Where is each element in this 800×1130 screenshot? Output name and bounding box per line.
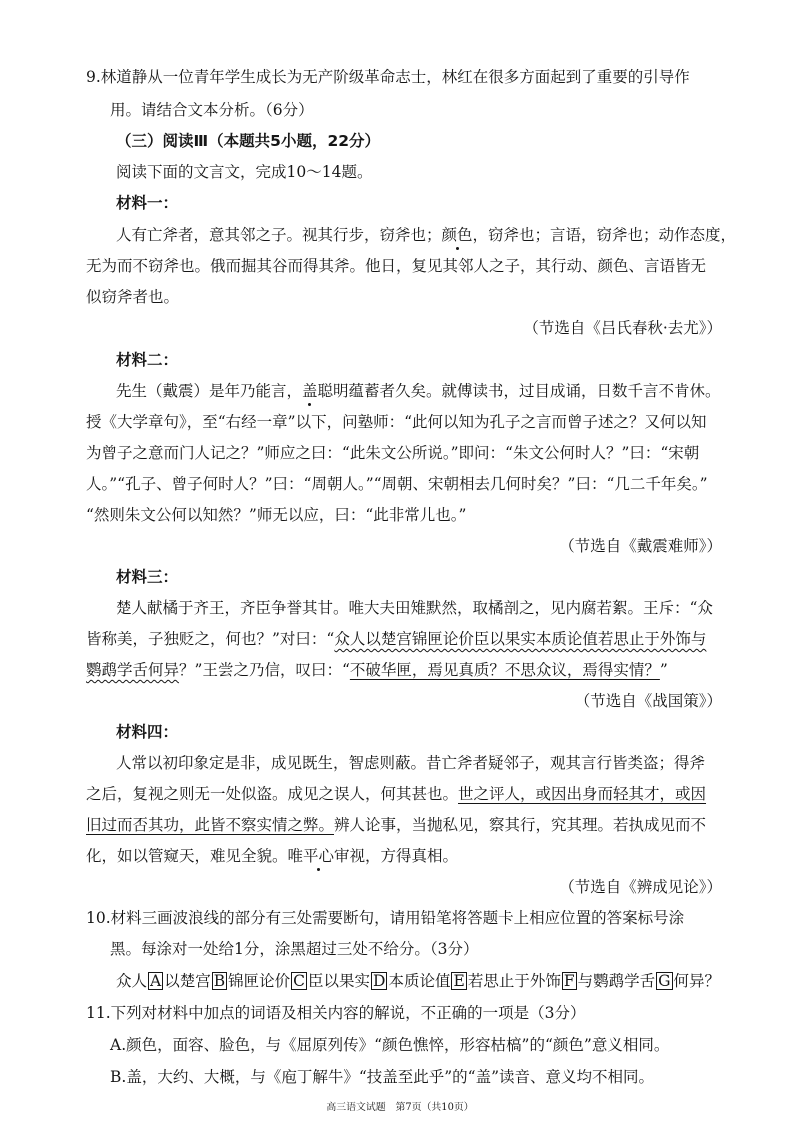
text-run: 何异？ — [673, 972, 721, 990]
text-run: 聪明蕴蓄者久矣。就傅读书，过目成诵，日数千言不肯休。 — [317, 382, 721, 400]
wavy-underlined-text: 众人以楚宫锦匣论价臣以果实本质论值若思止于外饰与 — [334, 630, 707, 648]
material-3-line-2 — [86, 629, 706, 649]
material-2-line-3: 为曾子之意而门人记之？”师应之曰：“此朱文公所说。”即问：“朱文公何时人？”曰：“宋朝 — [86, 444, 700, 462]
q9-line-2: 用。请结合文本分析。（6分） — [110, 101, 314, 119]
q10-line-1: 10.材料三画波浪线的部分有三处需要断句，请用铅笔将答题卡上相应位置的答案标号涂 — [86, 909, 685, 927]
answer-option-F[interactable]: F — [563, 972, 575, 990]
material-2-line-2: 授《大学章句》，至“右经一章”以下，问塾师：“此何以知为孔子之言而曾子述之？又何以知 — [86, 413, 707, 431]
material-2-line-4: 人。”“孔子、曾子何时人？”曰：“周朝人。”“周朝、宋朝相去几何时矣？”曰：“几二千年矣。” — [86, 475, 708, 493]
text-run: ？”王尝之乃信，叹曰：“ — [179, 661, 350, 679]
text-run: ” — [659, 661, 668, 679]
q10-line-2: 黑。每涂对一处给1分，涂黑超过三处不给分。（3分） — [110, 940, 479, 958]
text-run: 之后，复视之则无一处似盗。成见之误人，何其甚也。 — [86, 785, 459, 803]
text-run: 化，如以管窥天，难见全貌。唯 — [86, 847, 304, 865]
material-4-line-2 — [86, 784, 706, 804]
underlined-text: 世之评人，或因出身而轻其才，或因 — [458, 785, 707, 803]
material-1-line-2: 无为而不窃斧也。俄而掘其谷而得其斧。他日，复见其邻人之子，其行动、颜色、言语皆无 — [86, 257, 707, 275]
underlined-text: 不破华匣，焉见真质？不思众议，焉得实情？ — [349, 661, 660, 679]
material-1-source: （节选自《吕氏春秋·去尤》） — [523, 319, 722, 337]
material-1-title: 材料一： — [116, 194, 179, 212]
wavy-underlined-text: 鹦鹉学舌何异 — [86, 661, 180, 679]
text-run: 辨人论事，当抛私见，察其行，究其理。若执成见而不 — [334, 816, 707, 834]
section-heading: （三）阅读Ⅲ（本题共5小题，22分） — [116, 132, 381, 150]
q10-sentence-breaks — [116, 971, 720, 991]
text-run: 若思止于外饰 — [467, 972, 561, 990]
material-3-line-3 — [86, 660, 668, 680]
material-4-line-3 — [86, 815, 706, 835]
text-run: ，窃斧也；言语，窃斧也；动作态度， — [472, 226, 737, 244]
underlined-text: 旧过而否其功，此皆不察实情之弊。 — [86, 816, 335, 834]
q11-stem: 11.下列对材料中加点的词语及相关内容的解说，不正确的一项是（3分） — [86, 1004, 586, 1022]
section-instruction: 阅读下面的文言文，完成10～14题。 — [116, 163, 373, 181]
text-run: 臣以果实 — [308, 972, 371, 990]
material-3-line-1: 楚人献橘于齐王，齐臣争誉其甘。唯大夫田雉默然，取橘剖之，见内腐若絮。王斥：“众 — [116, 599, 713, 617]
material-3-source: （节选自《战国策》） — [574, 692, 722, 710]
text-run: 审视，方得真相。 — [334, 847, 459, 865]
material-4-line-4 — [86, 846, 458, 866]
page-footer: 高三语文试题 第7页（共10页） — [326, 1102, 474, 1113]
text-run: 人有亡斧者，意其邻之子。视其行步，窃斧也； — [116, 226, 442, 244]
material-4-line-1: 人常以初印象定是非，成见既生，智虑则蔽。昔亡斧者疑邻子，观其言行皆类盗；得斧 — [116, 754, 706, 772]
text-run: 本质论值 — [388, 972, 451, 990]
material-4-title: 材料四： — [116, 723, 179, 741]
dotted-word: 平心 — [303, 847, 335, 865]
material-4-source: （节选自《辨成见论》） — [559, 878, 722, 896]
q9-line-1: 9.林道静从一位青年学生成长为无产阶级革命志士，林红在很多方面起到了重要的引导作 — [86, 68, 690, 86]
q11-option-a: A.颜色，面容、脸色，与《屈原列传》“颜色憔悴，形容枯槁”的“颜色”意义相同。 — [110, 1036, 670, 1054]
answer-option-E[interactable]: E — [453, 972, 465, 990]
material-2-line-1 — [116, 381, 721, 401]
dotted-word: 盖 — [302, 382, 318, 400]
text-run: 众人 — [116, 972, 148, 990]
material-3-title: 材料三： — [116, 568, 179, 586]
material-2-title: 材料二： — [116, 351, 179, 369]
material-1-line-1 — [116, 225, 736, 245]
q11-option-b: B.盖，大约、大概，与《庖丁解牛》“技盖至此乎”的“盖”读音、意义均不相同。 — [110, 1068, 655, 1086]
answer-option-B[interactable]: B — [213, 972, 226, 990]
dotted-word: 颜色 — [441, 226, 473, 244]
material-2-source: （节选自《戴震难师》） — [559, 537, 722, 555]
text-run: 与鹦鹉学舌 — [577, 972, 656, 990]
material-1-line-3: 似窃斧者也。 — [86, 288, 180, 306]
answer-option-D[interactable]: D — [373, 972, 386, 990]
text-run: 以楚宫 — [164, 972, 211, 990]
answer-option-G[interactable]: G — [658, 972, 671, 990]
answer-option-A[interactable]: A — [150, 972, 162, 990]
text-run: 先生（戴震）是年乃能言， — [116, 382, 303, 400]
answer-option-C[interactable]: C — [293, 972, 306, 990]
text-run: 锦匣论价 — [228, 972, 291, 990]
text-run: 皆称美，子独贬之，何也？”对曰：“ — [86, 630, 335, 648]
material-2-line-5: “然则朱文公何以知然？”师无以应，曰：“此非常儿也。” — [86, 506, 467, 524]
